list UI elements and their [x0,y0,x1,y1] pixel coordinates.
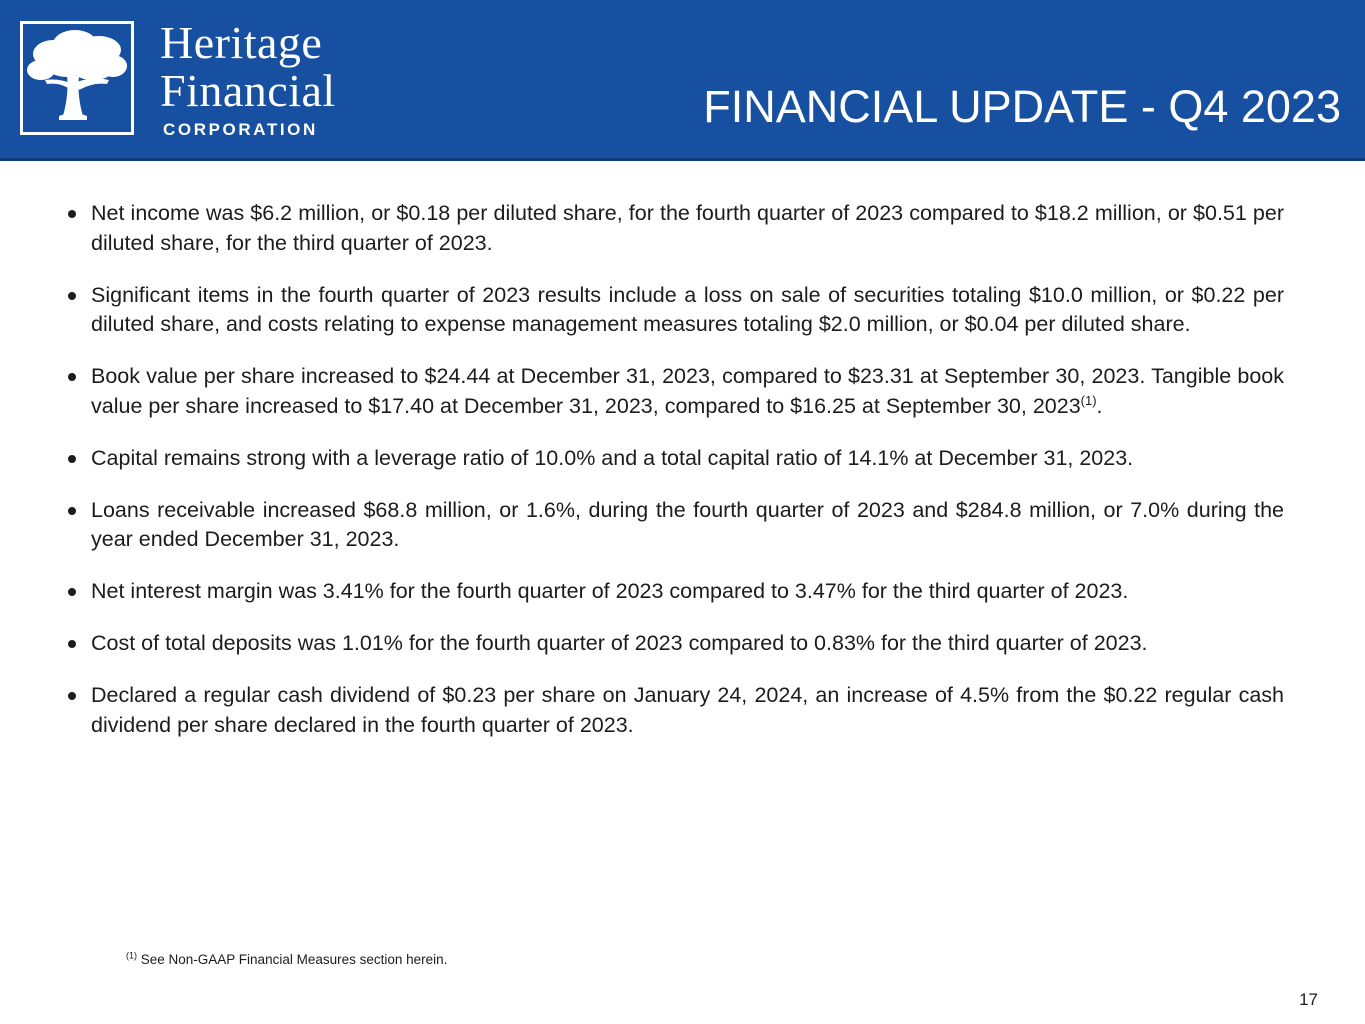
bullet-text: Cost of total deposits was 1.01% for the fourth quarter of 2023 compared to 0.83% for the third quarter of 2023. [91,631,1148,655]
slide-title: FINANCIAL UPDATE - Q4 2023 [703,81,1341,132]
bullet-text: Capital remains strong with a leverage ratio of 10.0% and a total capital ratio of 14.1% at December 31, 2023. [91,445,1134,470]
brand-name-line2: Financial [160,65,336,116]
bullet-list [91,199,1284,763]
brand-name-line1: Heritage [160,17,323,68]
bullet-item [91,496,1284,555]
bullet-item [91,199,1284,258]
brand-subtitle: CORPORATION [163,120,318,139]
bullet-item [91,281,1284,340]
header-divider [0,158,1365,161]
footnote [126,952,447,967]
bullet-text: Significant items in the fourth quarter of 2023 results include a loss on sale of securities totaling $10.0 million, or $0.22 per diluted share, and costs relating to expense management measures totaling $2.0 million, or $0.04 per diluted share. [91,282,1284,336]
header-banner [0,0,1365,160]
bullet-item [91,444,1284,474]
footnote-text: See Non-GAAP Financial Measures section herein. [137,952,448,967]
oak-tree-icon [23,24,131,132]
bullet-item [91,681,1284,740]
bullet-text: Loans receivable increased $68.8 million, or 1.6%, during the fourth quarter of 2023 and $284.8 million, or 7.0% during the year ended December 31, 2023. [91,497,1284,551]
bullet-item [91,362,1284,421]
bullet-text: Declared a regular cash dividend of $0.23 per share on January 24, 2024, an increase of 4.5% from the $0.22 regular cash dividend per share declared in the fourth quarter of 2023. [91,683,1284,737]
page-number: 17 [1299,990,1318,1009]
bullet-text: Net interest margin was 3.41% for the fourth quarter of 2023 compared to 3.47% for the third quarter of 2023. [91,579,1129,603]
bullet-text-end: . [1096,393,1103,418]
bullet-item [91,629,1284,659]
bullet-text: Net income was $6.2 million, or $0.18 per diluted share, for the fourth quarter of 2023 compared to $18.2 million, or $0.51 per diluted share, for the third quarter of 2023. [91,201,1284,255]
footnote-reference: (1) [1080,392,1097,408]
bullet-text: Book value per share increased to $24.44 at December 31, 2023, compared to $23.31 at September 30, 2023. Tangible book value per share increased to $17.40 at December 31, 2023, compared to $16.25 at September 30, 2023 [91,364,1284,418]
bullet-item [91,577,1284,607]
logo [20,21,134,135]
footnote-mark: (1) [126,950,137,961]
